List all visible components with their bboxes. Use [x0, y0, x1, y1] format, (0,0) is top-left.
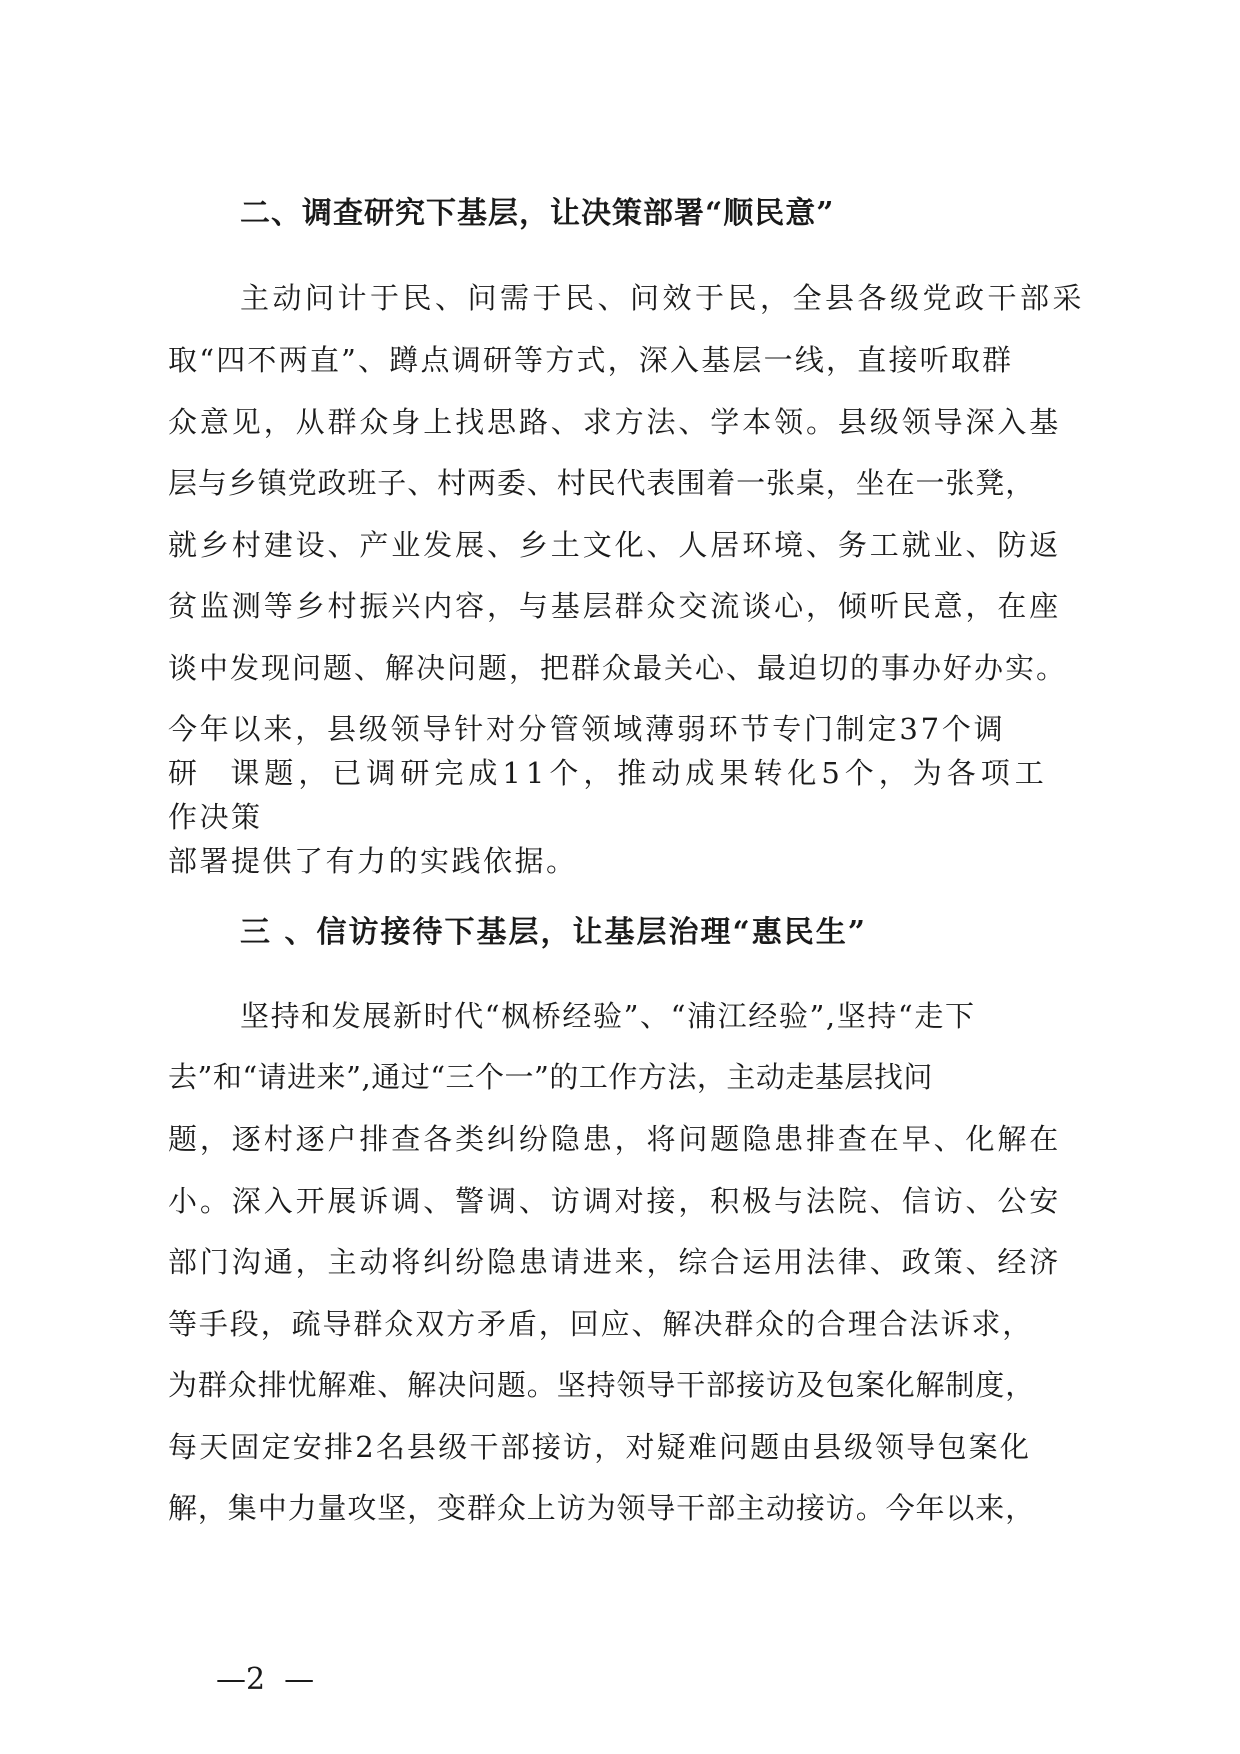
- paragraph-line: 主动问计于民、问需于民、问效于民，全县各级党政干部采: [240, 281, 1086, 315]
- page-number: —2 —: [216, 1662, 315, 1697]
- paragraph-line: 作决策: [168, 800, 263, 834]
- section-heading-2: 二、调查研究下基层，让决策部署“顺民意”: [240, 196, 835, 231]
- paragraph-line: 贫监测等乡村振兴内容，与基层群众交流谈心，倾听民意，在座: [168, 589, 1062, 623]
- paragraph-line: 层与乡镇党政班子、村两委、村民代表围着一张桌，坐在一张凳，: [168, 466, 1036, 500]
- paragraph-line: 解，集中力量攻坚，变群众上访为领导干部主动接访。今年以来，: [168, 1491, 1036, 1525]
- paragraph-line: 谈中发现问题、解决问题，把群众最关心、最迫切的事办好办实。: [168, 651, 1068, 685]
- paragraph-line: 小。深入开展诉调、警调、访调对接，积极与法院、信访、公安: [168, 1184, 1062, 1218]
- paragraph-line: 部门沟通，主动将纠纷隐患请进来，综合运用法律、政策、经济: [168, 1245, 1062, 1279]
- paragraph-line: 去”和“请进来”,通过“三个一”的工作方法，主动走基层找问: [168, 1060, 933, 1094]
- paragraph-line: 部署提供了有力的实践依据。: [168, 844, 578, 878]
- section-heading-3: 三 、信访接待下基层，让基层治理“惠民生”: [240, 915, 867, 950]
- paragraph-line: 今年以来，县级领导针对分管领域薄弱环节专门制定37个调: [168, 712, 1006, 746]
- paragraph-line: 研 课题，已调研完成11个，推动成果转化5个，为各项工: [168, 756, 1049, 790]
- paragraph-line: 为群众排忧解难、解决问题。坚持领导干部接访及包案化解制度，: [168, 1368, 1036, 1402]
- paragraph-line: 就乡村建设、产业发展、乡土文化、人居环境、务工就业、防返: [168, 528, 1062, 562]
- paragraph-line: 等手段，疏导群众双方矛盾，回应、解决群众的合理合法诉求，: [168, 1307, 1034, 1341]
- paragraph-line: 每天固定安排2名县级干部接访，对疑难问题由县级领导包案化: [168, 1430, 1032, 1464]
- paragraph-line: 题，逐村逐户排查各类纠纷隐患，将问题隐患排查在早、化解在: [168, 1122, 1062, 1156]
- paragraph-line: 坚持和发展新时代“枫桥经验”、“浦江经验”,坚持“走下: [240, 999, 976, 1033]
- paragraph-line: 取“四不两直”、蹲点调研等方式，深入基层一线，直接听取群: [168, 343, 1014, 377]
- paragraph-line: 众意见，从群众身上找思路、求方法、学本领。县级领导深入基: [168, 405, 1062, 439]
